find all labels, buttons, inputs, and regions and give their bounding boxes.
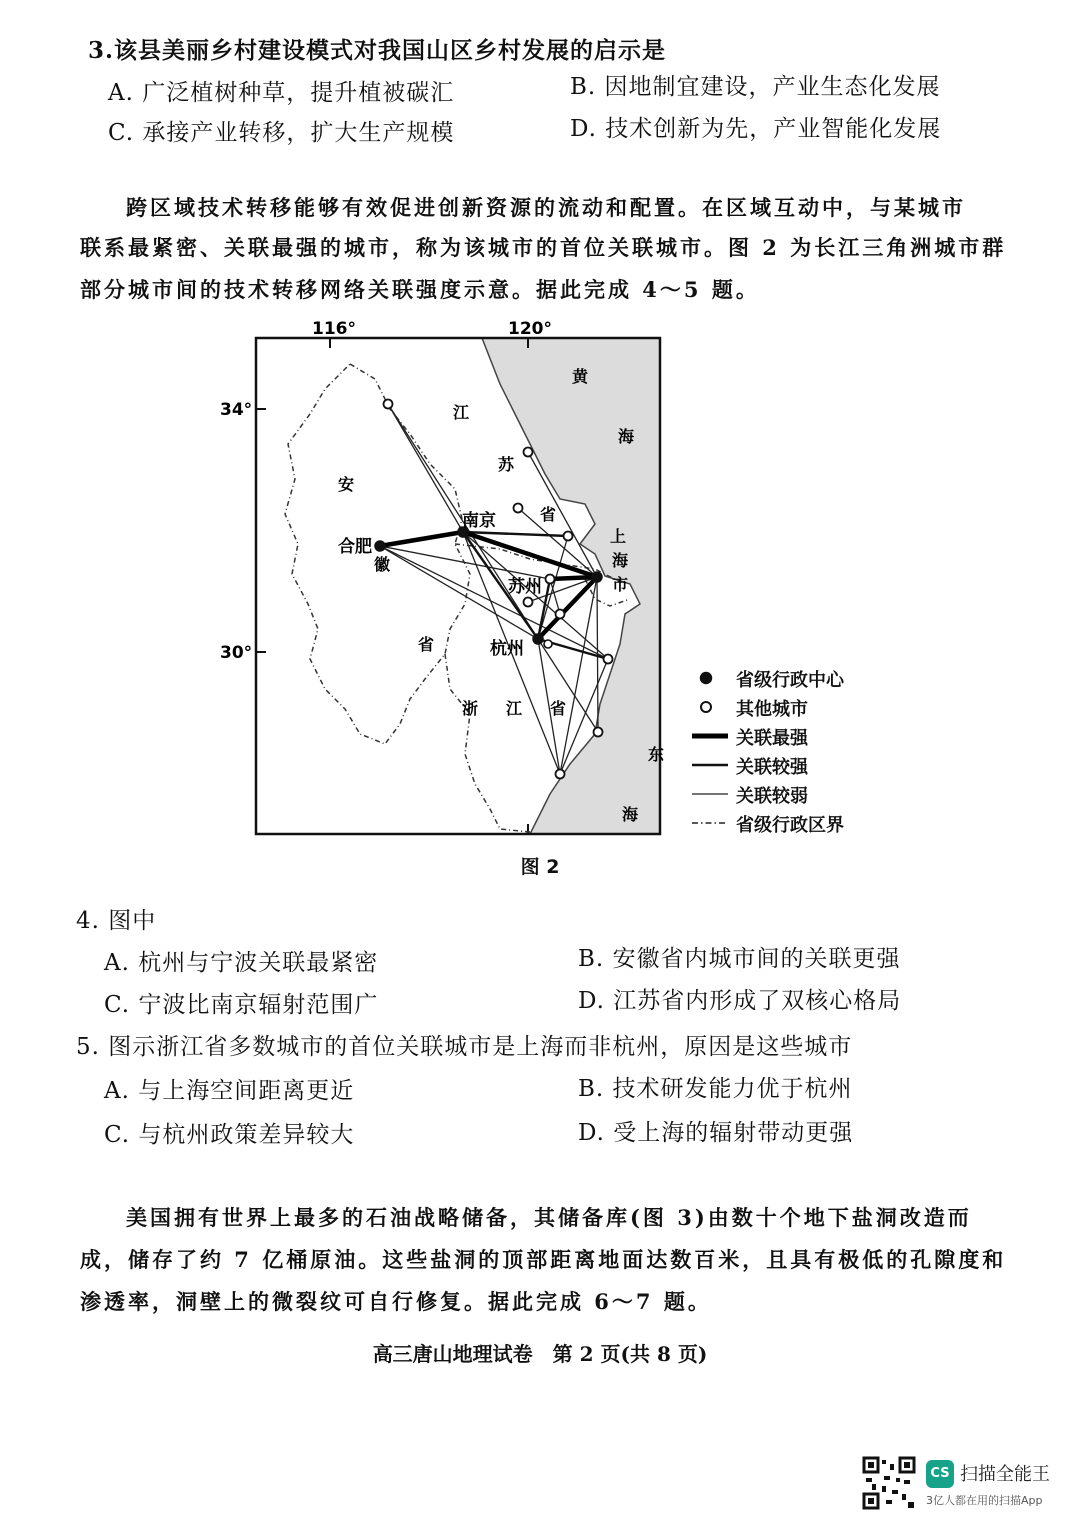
q3-option-b: B. 因地制宜建设，产业生态化发展: [570, 74, 941, 100]
label-suzhou: 苏州: [508, 577, 542, 597]
label-huang: 黄: [572, 367, 589, 386]
label-shi: 市: [612, 575, 629, 594]
passage1-line-3: 部分城市间的技术转移网络关联强度示意。据此完成 4～5 题。: [80, 277, 760, 302]
q5-option-b: B. 技术研发能力优于杭州: [578, 1076, 853, 1102]
legend-boundary-label: 省级行政区界: [736, 815, 844, 836]
q4-option-a: A. 杭州与宁波关联最紧密: [104, 950, 379, 976]
scanner-tagline: 3亿人都在用的扫描App: [926, 1494, 1043, 1507]
label-hefei: 合肥: [338, 537, 372, 557]
legend-other-city-label: 其他城市: [736, 699, 808, 720]
label-nanjing: 南京: [462, 511, 496, 531]
city-other: [544, 640, 552, 648]
q5-stem: 5. 图示浙江省多数城市的首位关联城市是上海而非杭州，原因是这些城市: [76, 1034, 853, 1060]
passage1-line-1: 跨区域技术转移能够有效促进创新资源的流动和配置。在区域互动中，与某城市: [126, 195, 966, 220]
legend-weak-label: 关联较弱: [736, 786, 808, 807]
city-shanghai: [592, 572, 602, 582]
label-zhe: 浙: [462, 699, 479, 718]
legend-capital-symbol: [690, 668, 730, 688]
label-hai-1: 海: [618, 427, 635, 446]
label-dong: 东: [648, 745, 665, 764]
lat-label-30: 30°: [220, 643, 253, 663]
label-an: 安: [338, 475, 355, 494]
label-jiang-2: 江: [506, 699, 523, 718]
city-ningbo: [604, 655, 613, 664]
qr-code-icon: [862, 1456, 916, 1510]
q5-option-c: C. 与杭州政策差异较大: [104, 1122, 355, 1148]
legend-weak-symbol: [690, 784, 730, 804]
label-shang: 上: [610, 527, 627, 546]
q4-stem: 4. 图中: [76, 908, 157, 934]
q4-option-b: B. 安徽省内城市间的关联更强: [578, 946, 901, 972]
city-other: [594, 728, 603, 737]
city-other: [514, 504, 523, 513]
passage2-line-1: 美国拥有世界上最多的石油战略储备，其储备库(图 3)由数十个地下盐洞改造而: [126, 1205, 972, 1230]
legend-capital-label: 省级行政中心: [736, 670, 844, 691]
city-suzhou: [546, 575, 555, 584]
label-hui: 徽: [374, 555, 391, 574]
boundary-anhui: [285, 364, 470, 744]
label-hai-3: 海: [622, 805, 639, 824]
scanner-badge: [862, 1454, 1072, 1514]
city-other: [564, 532, 573, 541]
legend-boundary-symbol: [690, 813, 730, 833]
passage2-line-3: 渗透率，洞壁上的微裂纹可自行修复。据此完成 6～7 题。: [80, 1289, 712, 1314]
passage2-line-2: 成，储存了约 7 亿桶原油。这些盐洞的顶部距离地面达数百米，且具有极低的孔隙度和: [80, 1247, 1007, 1272]
scanner-app-name: 扫描全能王: [960, 1464, 1050, 1485]
q4-option-c: C. 宁波比南京辐射范围广: [104, 992, 379, 1018]
lon-label-120: 120°: [508, 319, 552, 339]
city-hangzhou: [533, 634, 543, 644]
label-su: 苏: [498, 455, 515, 474]
lon-label-116: 116°: [312, 319, 356, 339]
city-other: [524, 598, 533, 607]
q3-option-c: C. 承接产业转移，扩大生产规模: [108, 120, 455, 146]
page-footer: 高三唐山地理试卷 第 2 页(共 8 页): [372, 1342, 708, 1366]
legend-strongest-label: 关联最强: [736, 728, 808, 749]
city-other: [556, 770, 565, 779]
legend-strongest-symbol: [690, 726, 730, 746]
lat-label-34: 34°: [220, 400, 253, 420]
q3-option-d: D. 技术创新为先，产业智能化发展: [570, 116, 942, 142]
label-hai-2: 海: [612, 551, 629, 570]
legend-other-city-symbol: [690, 697, 730, 717]
q3-stem: 3.该县美丽乡村建设模式对我国山区乡村发展的启示是: [88, 37, 667, 64]
q4-option-d: D. 江苏省内形成了双核心格局: [578, 988, 902, 1014]
legend-moderate-symbol: [690, 755, 730, 775]
label-sheng-2: 省: [418, 635, 435, 654]
legend-moderate-label: 关联较强: [736, 757, 808, 778]
figure-caption: 图 2: [520, 856, 560, 878]
q3-option-a: A. 广泛植树种草，提升植被碳汇: [108, 80, 455, 106]
city-other: [556, 610, 565, 619]
camscanner-logo: CS: [926, 1460, 954, 1488]
city-other: [384, 400, 393, 409]
city-hefei: [375, 541, 385, 551]
label-jiang: 江: [453, 403, 470, 422]
q5-option-a: A. 与上海空间距离更近: [104, 1078, 355, 1104]
q5-option-d: D. 受上海的辐射带动更强: [578, 1120, 854, 1146]
passage1-line-2: 联系最紧密、关联最强的城市，称为该城市的首位关联城市。图 2 为长江三角洲城市群: [80, 235, 1007, 260]
city-other: [524, 448, 533, 457]
label-sheng-1: 省: [540, 505, 557, 524]
label-sheng-3: 省: [550, 699, 567, 718]
boundary-zhejiang: [445, 654, 530, 832]
label-hangzhou: 杭州: [490, 639, 524, 659]
figure-2-map: [200, 314, 680, 844]
